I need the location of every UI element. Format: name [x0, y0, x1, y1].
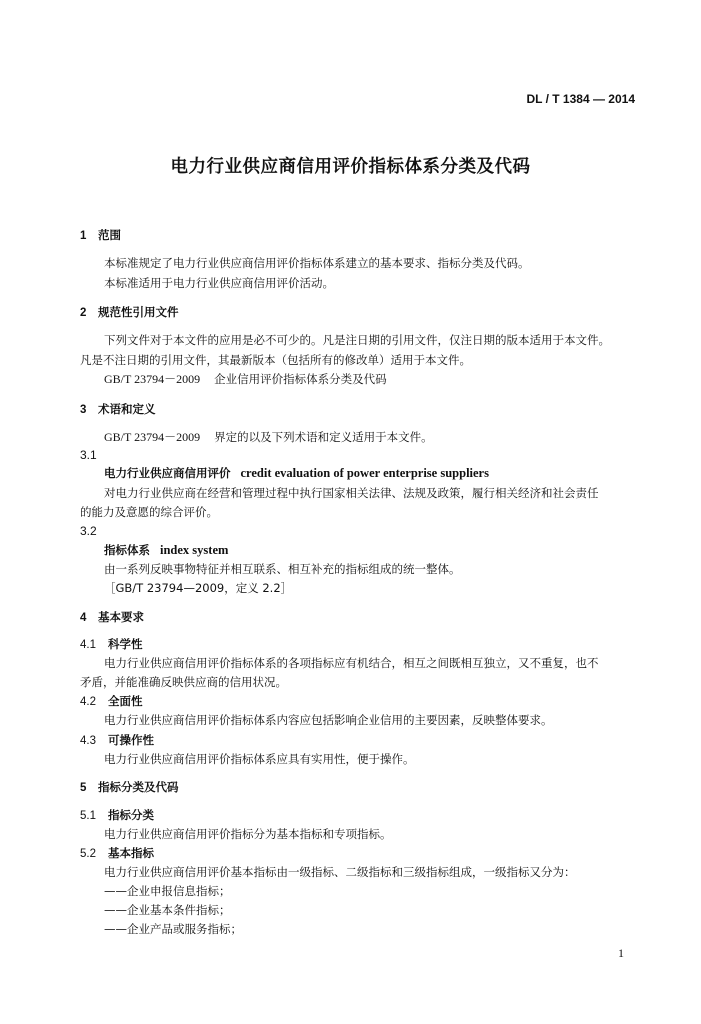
paragraph: 电力行业供应商信用评价指标体系应具有实用性，便于操作。 — [104, 752, 415, 766]
paragraph: 电力行业供应商信用评价指标体系内容应包括影响企业信用的主要因素，反映整体要求。 — [104, 713, 553, 727]
term-heading — [104, 543, 228, 557]
reference-title: 企业信用评价指标体系分类及代码 — [214, 372, 387, 386]
section-title: 范围 — [98, 228, 121, 242]
clause-title: 科学性 — [108, 637, 143, 651]
term-zh: 电力行业供应商信用评价 — [104, 466, 231, 480]
reference-code: GB/T 23794－2009 — [104, 372, 201, 386]
document-title: 电力行业供应商信用评价指标体系分类及代码 — [170, 157, 531, 177]
clause-number: 5.2 — [80, 848, 96, 860]
paragraph — [104, 430, 433, 444]
reference-code: GB/T 23794－2009 — [104, 430, 201, 444]
clause-number: 5.1 — [80, 810, 96, 822]
clause-title: 指标分类 — [108, 808, 154, 822]
clause-4-3-heading — [80, 733, 154, 748]
definition: 由一系列反映事物特征并相互联系、相互补充的指标组成的统一整体。 — [104, 562, 461, 576]
section-number: 5 — [80, 782, 87, 794]
clause-number: 4.1 — [80, 639, 96, 651]
section-2-heading — [80, 305, 179, 320]
term-zh: 指标体系 — [104, 543, 150, 557]
clause-4-2-heading — [80, 694, 143, 709]
section-title: 规范性引用文件 — [98, 305, 179, 319]
clause-5-2-heading — [80, 846, 154, 861]
list-item: ——企业基本条件指标； — [104, 903, 231, 917]
paragraph: 本标准适用于电力行业供应商信用评价活动。 — [104, 276, 334, 290]
clause-number: 4.2 — [80, 696, 96, 708]
section-title: 术语和定义 — [98, 402, 156, 416]
section-3-heading — [80, 402, 156, 417]
paragraph: 电力行业供应商信用评价基本指标由一级指标、二级指标和三级指标组成，一级指标又分为： — [104, 865, 576, 879]
section-number: 3 — [80, 404, 87, 416]
clause-4-1-heading — [80, 637, 143, 652]
clause-title: 基本指标 — [108, 846, 154, 860]
section-title: 基本要求 — [98, 610, 144, 624]
section-4-heading — [80, 610, 144, 625]
term-number: 3.2 — [80, 524, 97, 538]
definition-source: ［GB/T 23794—2009，定义 2.2］ — [104, 581, 293, 595]
paragraph: 矛盾，并能准确反映供应商的信用状况。 — [80, 675, 287, 689]
section-number: 2 — [80, 307, 87, 319]
definition: 的能力及意愿的综合评价。 — [80, 505, 218, 519]
page-number: 1 — [618, 946, 624, 960]
clause-5-1-heading — [80, 808, 154, 823]
paragraph: 电力行业供应商信用评价指标体系的各项指标应有机结合，相互之间既相互独立，又不重复，也不 — [104, 656, 599, 670]
paragraph-text: 界定的以及下列术语和定义适用于本文件。 — [214, 430, 433, 444]
clause-number: 4.3 — [80, 735, 96, 747]
list-item: ——企业申报信息指标； — [104, 884, 231, 898]
paragraph: 下列文件对于本文件的应用是必不可少的。凡是注日期的引用文件，仅注日期的版本适用于本文件。 — [104, 333, 610, 347]
paragraph: 凡是不注日期的引用文件，其最新版本（包括所有的修改单）适用于本文件。 — [80, 353, 471, 367]
paragraph: 电力行业供应商信用评价指标分为基本指标和专项指标。 — [104, 827, 392, 841]
section-number: 1 — [80, 230, 87, 242]
normative-reference — [104, 372, 387, 386]
term-number: 3.1 — [80, 448, 97, 462]
term-en: index system — [160, 543, 229, 557]
term-en: credit evaluation of power enterprise suppliers — [240, 466, 489, 480]
paragraph: 本标准规定了电力行业供应商信用评价指标体系建立的基本要求、指标分类及代码。 — [104, 256, 530, 270]
definition: 对电力行业供应商在经营和管理过程中执行国家相关法律、法规及政策，履行相关经济和社会责任 — [104, 486, 599, 500]
section-1-heading — [80, 228, 121, 243]
list-item: ——企业产品或服务指标； — [104, 922, 242, 936]
section-number: 4 — [80, 612, 87, 624]
standard-number: DL / T 1384 — 2014 — [526, 92, 635, 106]
clause-title: 全面性 — [108, 694, 143, 708]
section-5-heading — [80, 780, 179, 795]
section-title: 指标分类及代码 — [98, 780, 179, 794]
clause-title: 可操作性 — [108, 733, 154, 747]
term-heading — [104, 466, 489, 480]
